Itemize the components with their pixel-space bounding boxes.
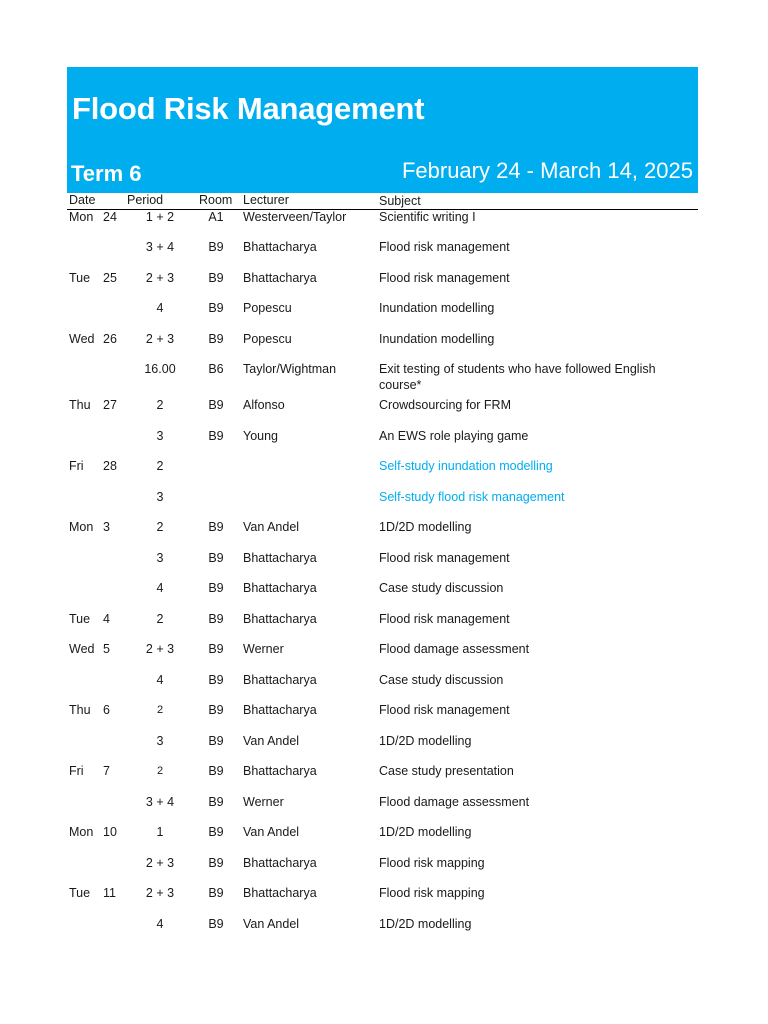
row-date-number: 25 bbox=[103, 271, 117, 285]
row-room: B9 bbox=[208, 240, 224, 254]
table-row bbox=[67, 794, 698, 810]
col-lecturer-header: Lecturer bbox=[243, 193, 289, 207]
table-row bbox=[67, 641, 698, 657]
row-day: Tue bbox=[69, 271, 91, 285]
row-period: 2 bbox=[156, 459, 164, 473]
row-subject: Flood risk management bbox=[379, 271, 510, 285]
row-period: 2 bbox=[156, 704, 164, 716]
row-period: 3 bbox=[156, 429, 164, 443]
row-room: B9 bbox=[208, 429, 224, 443]
table-row bbox=[67, 458, 698, 474]
date-range: February 24 - March 14, 2025 bbox=[401, 158, 693, 183]
row-subject: 1D/2D modelling bbox=[379, 734, 472, 748]
row-room: B9 bbox=[208, 301, 224, 315]
table-row bbox=[67, 239, 698, 255]
row-period: 2 bbox=[156, 765, 164, 777]
row-room: B9 bbox=[208, 734, 224, 748]
title-banner bbox=[67, 67, 698, 193]
row-period: 1 + 2 bbox=[145, 210, 175, 224]
row-lecturer: Bhattacharya bbox=[243, 856, 317, 870]
row-period: 4 bbox=[156, 673, 164, 687]
row-date-number: 5 bbox=[103, 642, 110, 656]
row-day: Mon bbox=[69, 825, 94, 839]
row-period: 2 bbox=[156, 520, 164, 534]
row-date-number: 6 bbox=[103, 703, 110, 717]
row-date-number: 27 bbox=[103, 398, 117, 412]
row-date-number: 3 bbox=[103, 520, 110, 534]
row-period: 3 + 4 bbox=[145, 795, 175, 809]
row-subject: Case study discussion bbox=[379, 581, 504, 595]
row-day: Wed bbox=[69, 642, 95, 656]
row-room: B9 bbox=[208, 332, 224, 346]
row-lecturer: Popescu bbox=[243, 332, 292, 346]
row-room: B9 bbox=[208, 764, 224, 778]
row-lecturer: Van Andel bbox=[243, 520, 300, 534]
table-row bbox=[67, 300, 698, 316]
table-row bbox=[67, 550, 698, 566]
row-period: 2 bbox=[156, 398, 164, 412]
row-subject: Self-study flood risk management bbox=[379, 490, 565, 504]
row-date-number: 28 bbox=[103, 459, 117, 473]
row-room: B9 bbox=[208, 703, 224, 717]
row-lecturer: Young bbox=[243, 429, 278, 443]
row-period: 16.00 bbox=[144, 362, 176, 376]
row-date-number: 11 bbox=[103, 886, 116, 900]
row-period: 2 + 3 bbox=[145, 332, 175, 346]
row-date-number: 26 bbox=[103, 332, 117, 346]
row-day: Wed bbox=[69, 332, 95, 346]
row-lecturer: Werner bbox=[243, 795, 284, 809]
row-day: Thu bbox=[69, 703, 91, 717]
row-date-number: 10 bbox=[103, 825, 117, 839]
row-period: 2 + 3 bbox=[145, 856, 175, 870]
row-lecturer: Taylor/Wightman bbox=[243, 362, 337, 376]
table-row bbox=[67, 672, 698, 688]
table-row bbox=[67, 611, 698, 627]
row-subject: 1D/2D modelling bbox=[379, 825, 472, 839]
row-subject: Self-study inundation modelling bbox=[379, 459, 553, 473]
row-room: B9 bbox=[208, 520, 224, 534]
row-lecturer: Bhattacharya bbox=[243, 271, 317, 285]
table-row bbox=[67, 916, 698, 932]
col-room-header: Room bbox=[199, 193, 233, 207]
table-row bbox=[67, 428, 698, 444]
row-lecturer: Van Andel bbox=[243, 825, 300, 839]
table-row bbox=[67, 397, 698, 413]
row-subject: Flood damage assessment bbox=[379, 642, 530, 656]
row-room: B9 bbox=[208, 581, 224, 595]
row-subject: Flood risk management bbox=[379, 612, 510, 626]
row-lecturer: Bhattacharya bbox=[243, 703, 317, 717]
row-subject: 1D/2D modelling bbox=[379, 917, 472, 931]
row-room: B9 bbox=[208, 551, 224, 565]
row-day: Fri bbox=[69, 459, 84, 473]
col-period-header: Period bbox=[127, 193, 164, 207]
table-row bbox=[67, 489, 698, 505]
table-row bbox=[67, 270, 698, 286]
table-row bbox=[67, 702, 698, 718]
row-subject: Case study discussion bbox=[379, 673, 504, 687]
table-row bbox=[67, 519, 698, 535]
col-date-header: Date bbox=[69, 193, 96, 207]
table-row bbox=[67, 580, 698, 596]
row-day: Fri bbox=[69, 764, 84, 778]
table-row bbox=[67, 361, 698, 392]
row-subject: Flood risk mapping bbox=[379, 856, 485, 870]
row-subject: Flood damage assessment bbox=[379, 795, 530, 809]
row-period: 3 bbox=[156, 490, 164, 504]
row-lecturer: Bhattacharya bbox=[243, 764, 317, 778]
row-room: B9 bbox=[208, 795, 224, 809]
row-date-number: 24 bbox=[103, 210, 117, 224]
row-period: 2 + 3 bbox=[145, 886, 175, 900]
row-subject: An EWS role playing game bbox=[379, 429, 529, 443]
row-day: Tue bbox=[69, 886, 91, 900]
row-lecturer: Bhattacharya bbox=[243, 612, 317, 626]
row-subject: 1D/2D modelling bbox=[379, 520, 472, 534]
table-row bbox=[67, 855, 698, 871]
table-row bbox=[67, 885, 698, 901]
row-period: 2 + 3 bbox=[145, 642, 175, 656]
row-period: 3 bbox=[156, 551, 164, 565]
row-period: 4 bbox=[156, 301, 164, 315]
table-row bbox=[67, 209, 698, 225]
row-room: A1 bbox=[208, 210, 224, 224]
table-header bbox=[67, 193, 698, 210]
row-lecturer: Van Andel bbox=[243, 917, 300, 931]
row-lecturer: Werner bbox=[243, 642, 284, 656]
row-lecturer: Bhattacharya bbox=[243, 240, 317, 254]
row-room: B9 bbox=[208, 673, 224, 687]
row-lecturer: Bhattacharya bbox=[243, 886, 317, 900]
row-day: Tue bbox=[69, 612, 91, 626]
row-period: 2 bbox=[156, 612, 164, 626]
row-period: 4 bbox=[156, 917, 164, 931]
row-period: 1 bbox=[156, 825, 164, 839]
col-subject-header: Subject bbox=[379, 194, 421, 208]
row-room: B9 bbox=[208, 612, 224, 626]
page-title: Flood Risk Management bbox=[72, 91, 425, 126]
row-room: B9 bbox=[208, 825, 224, 839]
table-row bbox=[67, 763, 698, 779]
table-row bbox=[67, 733, 698, 749]
row-room: B9 bbox=[208, 398, 224, 412]
row-date-number: 7 bbox=[103, 764, 110, 778]
row-day: Mon bbox=[69, 210, 94, 224]
row-lecturer: Alfonso bbox=[243, 398, 285, 412]
row-lecturer: Bhattacharya bbox=[243, 551, 317, 565]
row-subject: Exit testing of students who have followed English course* bbox=[379, 362, 656, 392]
row-lecturer: Bhattacharya bbox=[243, 581, 317, 595]
row-room: B9 bbox=[208, 856, 224, 870]
row-period: 3 + 4 bbox=[145, 240, 175, 254]
term-label: Term 6 bbox=[71, 161, 142, 186]
table-row bbox=[67, 824, 698, 840]
row-date-number: 4 bbox=[103, 612, 110, 626]
row-subject: Crowdsourcing for FRM bbox=[379, 398, 511, 412]
row-subject: Scientific writing I bbox=[379, 210, 476, 224]
row-subject: Inundation modelling bbox=[379, 301, 495, 315]
row-subject: Flood risk management bbox=[379, 703, 510, 717]
row-room: B6 bbox=[208, 362, 224, 376]
row-period: 2 + 3 bbox=[145, 271, 175, 285]
row-period: 4 bbox=[156, 581, 164, 595]
row-subject: Flood risk management bbox=[379, 240, 510, 254]
row-room: B9 bbox=[208, 917, 224, 931]
row-room: B9 bbox=[208, 642, 224, 656]
row-subject: Flood risk management bbox=[379, 551, 510, 565]
row-room: B9 bbox=[208, 271, 224, 285]
row-lecturer: Van Andel bbox=[243, 734, 300, 748]
table-row bbox=[67, 331, 698, 347]
row-room: B9 bbox=[208, 886, 224, 900]
row-day: Mon bbox=[69, 520, 94, 534]
row-subject: Flood risk mapping bbox=[379, 886, 485, 900]
row-lecturer: Westerveen/Taylor bbox=[243, 210, 347, 224]
row-subject: Case study presentation bbox=[379, 764, 514, 778]
row-day: Thu bbox=[69, 398, 91, 412]
row-period: 3 bbox=[156, 734, 164, 748]
row-lecturer: Bhattacharya bbox=[243, 673, 317, 687]
row-lecturer: Popescu bbox=[243, 301, 292, 315]
row-subject: Inundation modelling bbox=[379, 332, 495, 346]
